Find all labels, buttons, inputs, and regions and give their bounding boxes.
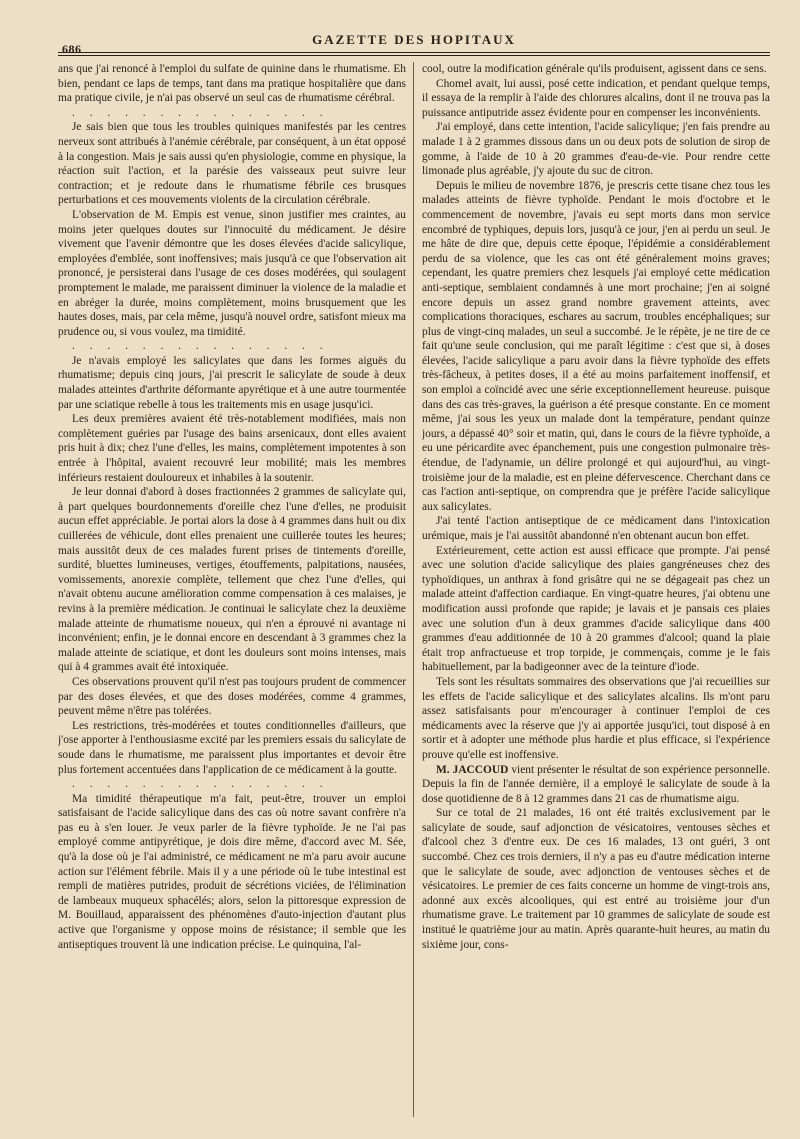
left-column [58,62,406,1122]
header-rule [58,52,770,53]
paragraph: Ces observations prouvent qu'il n'est pas toujours prudent de commencer par des doses élevées, et que des doses modérées, comme 4 grammes, peuvent même n'être pas tolérées. [58,675,406,718]
paragraph: Extérieurement, cette action est aussi efficace que prompte. J'ai pensé avec une solution d'acide salicylique des plaies gangréneuses chez des typhoïdiques, un anthrax à fond grisâtre qui ne se dégageait pas chez un malade atteint d'affection cardiaque. En vingt-quatre heures, j'ai obtenu une modification aussi profonde que rapide; je lavais et je pansais ces plaies avec une solution d'un à deux grammes d'acide salicylique dans 400 grammes d'eau additionnée de 10 à 20 grammes d'alcool; quand la plaie était trop anfractueuse et trop torpide, je commençais, comme je le fais habituellement, par la badigeonner avec de la teinture d'iode. [422,544,770,674]
ellipsis-separator: . . . . . . . . . . . . . . . [72,778,329,791]
paragraph: Tels sont les résultats sommaires des observations que j'ai recueillies sur les effets de l'acide salicylique et des salicylates alcalins. Ils m'ont paru assez satisfaisants pour m'encourager à continuer l'emploi de ces médicaments avec la réserve que j'y ai apportée jusqu'ici, tout disposé à en sortir et à adopter une méthode plus hardie et plus efficace, si l'expérience prouve qu'elle est inoffensive. [422,675,770,761]
ellipsis-separator: . . . . . . . . . . . . . . . [72,106,329,119]
journal-title: GAZETTE DES HOPITAUX [312,32,516,47]
paragraph: J'ai tenté l'action antiseptique de ce médicament dans l'intoxication urémique, mais je l'ai aussitôt abandonné n'en obtenant aucun bon effet. [422,515,770,542]
paragraph: Ma timidité thérapeutique m'a fait, peut-être, trouver un emploi satisfaisant de l'acide salicylique dans des cas où notre savant confrère n'a pas eu à s'en louer. Je veux parler de la fièvre typhoïde. Je ne l'ai pas employé comme antipyrétique, je dois dire même, d'accord avec M. Sée, qu'à la dose où je l'ai administré, ce médicament ne m'a paru avoir aucune action sur l'élément fébrile. Mais il y a une période où le tube intestinal est rempli de matières putrides, produit de sécrétions viciées, de l'élimination de lambeaux muqueux sphacélés; alors, selon la pittoresque expression de M. Bouillaud, apparaissent des phénomènes d'auto-injection d'autant plus active que l'organisme y oppose moins de résistance; il semble que les antiseptiques trouvent là une indication précise. Le quinquina, l'al- [58,792,406,951]
right-column [422,62,770,1122]
paragraph: Les deux premières avaient été très-notablement modifiées, mais non complètement guéries par l'usage des bains arsenicaux, dont elles avaient pris huit à dix; chez l'une d'elles, les mains, complètement impotentes à son entrée à l'hôpital, avaient recouvré leur mobilité; mais les membres inférieurs restaient douloureux et inhabiles à la soutenir. [58,413,406,484]
page-number: 686 [62,42,82,56]
page-header [58,26,770,56]
paragraph-jaccoud [422,763,770,807]
ellipsis-separator: . . . . . . . . . . . . . . . [72,340,329,353]
column-divider [413,62,414,1117]
paragraph: Sur ce total de 21 malades, 16 ont été traités exclusivement par le salicylate de soude, sauf adjonction de vésicatoires, ventouses sèches et d'alcool chez 3 d'entre eux. De ces 16 malades, 13 ont guéri, 3 ont succombé. Chez ces trois derniers, il n'y a pas eu d'autre médication interne que le salicylate de soude, avec adjonction de ventouses sèches et de vésicatoires. Le premier de ces faits concerne un homme de vingt-trois ans, adonné aux excès alcooliques, qui est entré au troisième jour d'un rhumatisme grave. Le traitement par 10 grammes de salicylate de soude est institué le quatrième jour au matin. Après quarante-huit heures, au matin du sixième jour, cons- [422,807,770,951]
speaker-name: M. JACCOUD [436,763,509,776]
header-rule-thin [58,55,770,56]
paragraph-text: vient présenter le résultat de son expérience personnelle. Depuis la fin de l'année dernière, il a employé le salicylate de soude à la dose quotidienne de 8 à 12 grammes dans 21 cas de rhumatisme aigu. [422,763,770,805]
paragraph: cool, outre la modification générale qu'ils produisent, agissent dans ce sens. [422,63,767,75]
paragraph: Je sais bien que tous les troubles quiniques manifestés par les centres nerveux sont attribués à l'anémie cérébrale, par conséquent, à un état opposé à la congestion. Mais je sais aussi qu'en physiologie, comme en physique, la réaction suit l'action, et la parésie des vaisseaux peut suivre leur contraction; et je redoute dans le rhumatisme fébrile ces brusques perturbations et ces mouvements violents de la circulation cérébrale. [58,121,406,207]
paragraph: Les restrictions, très-modérées et toutes conditionnelles d'ailleurs, que j'ose apporter à l'enthousiasme excité par les premiers essais du salicylate de soude dans le rhumatisme, me paraissent plus importantes et devoir être plus fortement accentuées dans l'application de ce médicament à la goutte. [58,719,406,776]
paragraph: Je leur donnai d'abord à doses fractionnées 2 grammes de salicylate qui, à part quelques bourdonnements d'oreille chez l'une d'elles, ne produisit aucun effet appréciable. Je portai alors la dose à 4 grammes dans huit ou dix cuillerées de véhicule, dont elles prenaient une cuillerée toutes les heures; mais aussitôt deux de ces malades furent prises de tintements d'oreille, surdité, bluettes lumineuses, vertiges, étouffements, palpitations, nausées, vomissements, anorexie complète, tellement que chez l'une d'elles, qui n'avait obtenu aucune amélioration comme compensation à ces malaises, je revins à la première médication. Je continuai le salicylate chez la deuxième malade atteinte de rhumatisme noueux, qui n'en a éprouvé ni avantage ni inconvénient; enfin, je le donnai encore en descendant à 3 grammes chez la malade atteinte de sciatique, et dont les douleurs sont moins intenses, mais qui à 4 grammes avait été intoxiquée. [58,486,406,674]
paragraph: J'ai employé, dans cette intention, l'acide salicylique; j'en fais prendre au malade 1 à 2 grammes dissous dans un ou deux pots de solution de sirop de gomme, à l'aide de 10 à 20 grammes d'eau-de-vie. Pour rendre cette limonade plus agréable, j'y ajoute du suc de citron. [422,121,770,178]
paragraph: L'observation de M. Empis est venue, sinon justifier mes craintes, au moins jeter quelques doutes sur l'innocuité du médicament. Je désire vivement que l'avenir démontre que les doses élevées d'acide salicylique, employées d'emblée, sont inoffensives; mais jusqu'à ce que l'observation ait prononcé, je persisterai dans l'usage de ces doses modérées, qui soulagent promptement le malade, me paraissent diminuer la violence de la maladie et en abréger la durée, moins complètement, moins brusquement que les hautes doses, mais, par cela même, jusqu'à nouvel ordre, satisfont mieux ma prudence ou, si vous voulez, ma timidité. [58,208,406,338]
paragraph: Chomel avait, lui aussi, posé cette indication, et pendant quelque temps, il essaya de la remplir à l'aide des chlorures alcalins, dont il ne trouva pas la puissance antiputride assez évidente pour en compenser les inconvénients. [422,77,770,119]
paragraph: Depuis le milieu de novembre 1876, je prescris cette tisane chez tous les malades atteints de fièvre typhoïde. Pendant le mois d'octobre et le commencement de novembre, j'avais eu sept morts dans mon service encombré de typhiques, depuis lors, jusqu'à ce jour, j'en ai perdu un seul. Je me hâte de dire que, depuis cette époque, l'épidémie a considérablement perdu de sa violence, que les cas ont été généralement moins graves; cependant, les quatre premiers chez lesquels j'ai employé cette médication anti-septique, semblaient condamnés à une mort prochaine; j'en ai soigné encore depuis un assez grand nombre gravement atteints, avec complications thoraciques, eschares au sacrum, troubles encéphaliques; sur plus de vingt-cinq malades, un seul a succombé. Je le répète, je ne tire de ce fait qu'une seule conclusion, qui me paraît légitime : c'est que si, à doses élevées, l'acide salicylique a paru avoir dans la fièvre typhoïde des effets très-fâcheux, à petites doses, il a été au moins parfaitement inoffensif, et son emploi a coïncidé avec une série exceptionnellement heureuse. puisque dans des cas très-graves, la guérison a été presque constante. En ce moment même, j'ai sous les yeux un malade dont la température, pendant quinze jours, a dépassé 40° soir et matin, qui, dans le cours de la fièvre typhoïde, a eu une péricardite avec épanchement, puis une congestion pulmonaire très-étendue, de l'adynamie, un délire prolongé et qui aujourd'hui, au vingt-troisième jour de la maladie, est en pleine défervescence. Cherchant dans ce cas l'action anti-septique, on comprendra que je préfère l'acide salicylique aux salicylates. [422,179,770,513]
paragraph: Je n'avais employé les salicylates que dans les formes aiguës du rhumatisme; depuis cinq jours, j'ai prescrit le salicylate de soude à deux malades atteintes d'arthrite déformante apyrétique et à une autre tourmentée par une sciatique rebelle à tous les traitements mis en usage jusqu'ici. [58,354,406,411]
paragraph: ans que j'ai renoncé à l'emploi du sulfate de quinine dans le rhumatisme. Eh bien, pendant ce laps de temps, tant dans ma pratique hospitalière que dans ma pratique civile, je n'ai pas observé un seul cas de rhumatisme cérébral. [58,63,406,105]
